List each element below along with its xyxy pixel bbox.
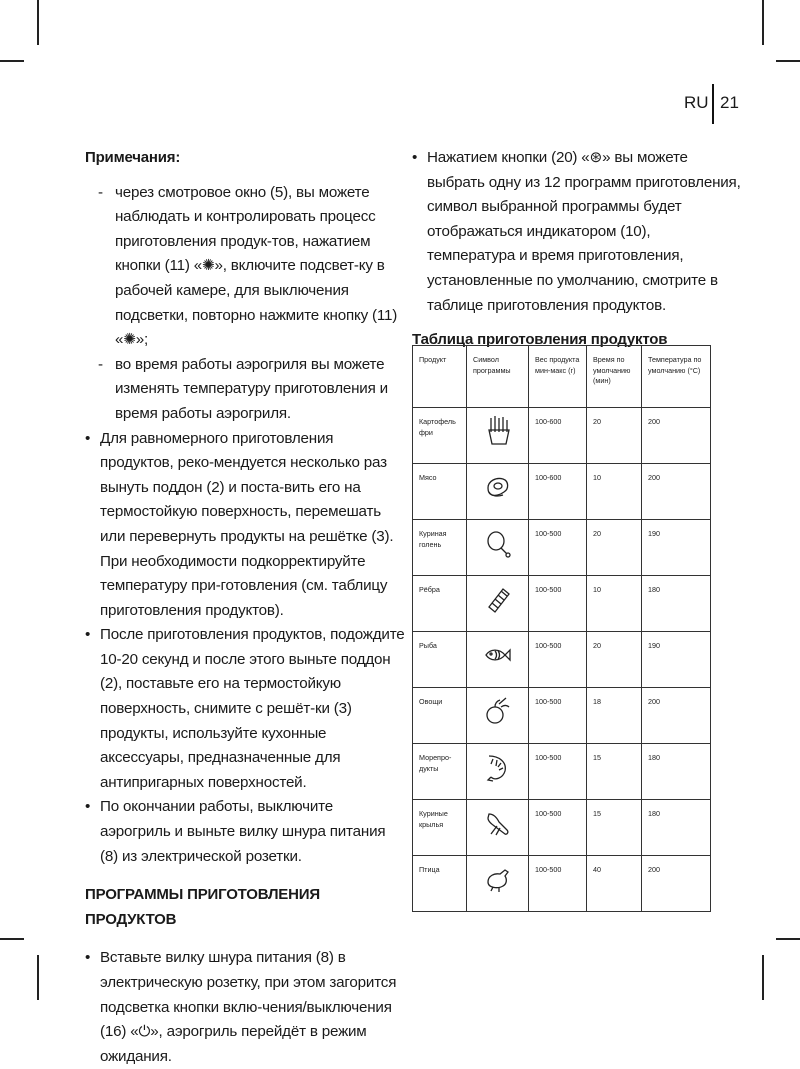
poultry-icon bbox=[483, 862, 513, 896]
cell-product: Мясо bbox=[413, 464, 467, 520]
cell-temperature: 180 bbox=[642, 744, 711, 800]
cell-product: Птица bbox=[413, 856, 467, 912]
cell-weight: 100-600 bbox=[529, 408, 587, 464]
table-header-row bbox=[413, 346, 711, 408]
table-title: Таблица приготовления продуктов bbox=[412, 331, 668, 349]
notes-heading: Примечания: bbox=[85, 149, 181, 166]
header-product: Продукт bbox=[413, 346, 467, 408]
cell-time: 10 bbox=[587, 576, 642, 632]
cell-temperature: 200 bbox=[642, 856, 711, 912]
table-row bbox=[413, 856, 711, 912]
cell-time: 20 bbox=[587, 632, 642, 688]
cell-weight: 100-500 bbox=[529, 800, 587, 856]
tip-item: • По окончании работы, выключите аэрогриль и выньте вилку шнура питания (8) из электрической розетки. bbox=[85, 795, 405, 869]
note-item: - во время работы аэрогриля вы можете изменять температуру приготовления и время работы аэрогриля. bbox=[85, 353, 405, 427]
cell-product: Куриные крылья bbox=[413, 800, 467, 856]
header-time: Время по умолчанию (мин) bbox=[587, 346, 642, 408]
tip-item: • Для равномерного приготовления продуктов, реко-мендуется несколько раз вынуть поддон (2) и поста-вить его на термостойкую поверхность, перемешать или перевернуть продукты на решётке (3). При необходимости подкорректируйте температуру при-готовления (см. таблицу приготовления продуктов). bbox=[85, 427, 405, 624]
drumstick-icon bbox=[483, 526, 513, 560]
program-select-item: • Нажатием кнопки (20) «⊛» вы можете выбрать одну из 12 программ приготовления, символ выбранной программы будет отображаться индикатором (10), температура и время приготовления, установленные по умолчанию, смотрите в таблице приготовления продуктов. bbox=[412, 146, 742, 318]
crop-mark bbox=[0, 938, 24, 940]
crop-mark bbox=[762, 955, 764, 1000]
table-row bbox=[413, 800, 711, 856]
header-symbol: Символ программы bbox=[467, 346, 529, 408]
cell-product: Рыба bbox=[413, 632, 467, 688]
cell-time: 15 bbox=[587, 744, 642, 800]
crop-mark bbox=[762, 0, 764, 45]
tip-item: • После приготовления продуктов, подождите 10-20 секунд и после этого выньте поддон (2), поставьте его на термостойкую поверхность, снимите с решёт-ки (3) продукты, используйте кухонные аксессуары, предназначенные для антипригарных поверхностей. bbox=[85, 623, 405, 795]
cell-weight: 100-500 bbox=[529, 632, 587, 688]
section-title: ПРОГРАММЫ ПРИГОТОВЛЕНИЯ ПРОДУКТОВ bbox=[85, 886, 320, 928]
cell-weight: 100-500 bbox=[529, 856, 587, 912]
cell-product: Овощи bbox=[413, 688, 467, 744]
crop-mark bbox=[37, 955, 39, 1000]
cell-weight: 100-500 bbox=[529, 576, 587, 632]
fries-icon bbox=[483, 414, 513, 448]
shrimp-icon bbox=[483, 750, 513, 784]
cell-product: Куриная голень bbox=[413, 520, 467, 576]
crop-mark bbox=[37, 0, 39, 45]
chicken-wing-icon bbox=[483, 806, 513, 840]
header-temperature: Температура по умолчанию (°C) bbox=[642, 346, 711, 408]
crop-mark bbox=[776, 60, 800, 62]
crop-mark bbox=[0, 60, 24, 62]
programs-list bbox=[85, 946, 405, 1069]
table-row bbox=[413, 744, 711, 800]
right-column bbox=[412, 146, 742, 353]
cell-temperature: 190 bbox=[642, 520, 711, 576]
cell-weight: 100-500 bbox=[529, 520, 587, 576]
cooking-table bbox=[412, 345, 711, 912]
cell-temperature: 180 bbox=[642, 576, 711, 632]
ribs-icon bbox=[483, 582, 513, 616]
cell-weight: 100-500 bbox=[529, 744, 587, 800]
table-row bbox=[413, 632, 711, 688]
cell-product: Картофель фри bbox=[413, 408, 467, 464]
table-row bbox=[413, 408, 711, 464]
table-row bbox=[413, 520, 711, 576]
cell-temperature: 180 bbox=[642, 800, 711, 856]
notes-list bbox=[85, 181, 405, 427]
cell-time: 40 bbox=[587, 856, 642, 912]
note-item: - через смотровое окно (5), вы можете наблюдать и контролировать процесс приготовления продук-тов, нажатием кнопки (11) «✺», включите подсвет-ку в рабочей камере, для выключения подсветки, повторно нажмите кнопку (11) «✺»; bbox=[85, 181, 405, 353]
cell-time: 15 bbox=[587, 800, 642, 856]
cell-temperature: 200 bbox=[642, 688, 711, 744]
crop-mark bbox=[776, 938, 800, 940]
table-row bbox=[413, 576, 711, 632]
language-label: RU bbox=[684, 93, 709, 112]
page-number: 21 bbox=[720, 93, 739, 112]
header-weight: Вес продукта мин-макс (г) bbox=[529, 346, 587, 408]
header-divider bbox=[712, 84, 714, 124]
program-step-item: • Вставьте вилку шнура питания (8) в электрическую розетку, при этом загорится подсветка кнопки вклю-чения/выключения (16) «⏻», аэрогриль перейдёт в режим ожидания. bbox=[85, 946, 405, 1069]
cell-temperature: 200 bbox=[642, 408, 711, 464]
cell-temperature: 190 bbox=[642, 632, 711, 688]
left-column bbox=[85, 146, 405, 1069]
cell-time: 10 bbox=[587, 464, 642, 520]
cell-time: 18 bbox=[587, 688, 642, 744]
cell-time: 20 bbox=[587, 520, 642, 576]
steak-icon bbox=[483, 470, 513, 504]
fish-icon bbox=[483, 638, 513, 672]
cell-time: 20 bbox=[587, 408, 642, 464]
cell-weight: 100-600 bbox=[529, 464, 587, 520]
cell-product: Морепро-дукты bbox=[413, 744, 467, 800]
tips-list bbox=[85, 427, 405, 870]
right-list bbox=[412, 146, 742, 318]
table-row bbox=[413, 464, 711, 520]
table-row bbox=[413, 688, 711, 744]
vegetables-icon bbox=[483, 694, 513, 728]
cell-weight: 100-500 bbox=[529, 688, 587, 744]
cell-temperature: 200 bbox=[642, 464, 711, 520]
cell-product: Рёбра bbox=[413, 576, 467, 632]
